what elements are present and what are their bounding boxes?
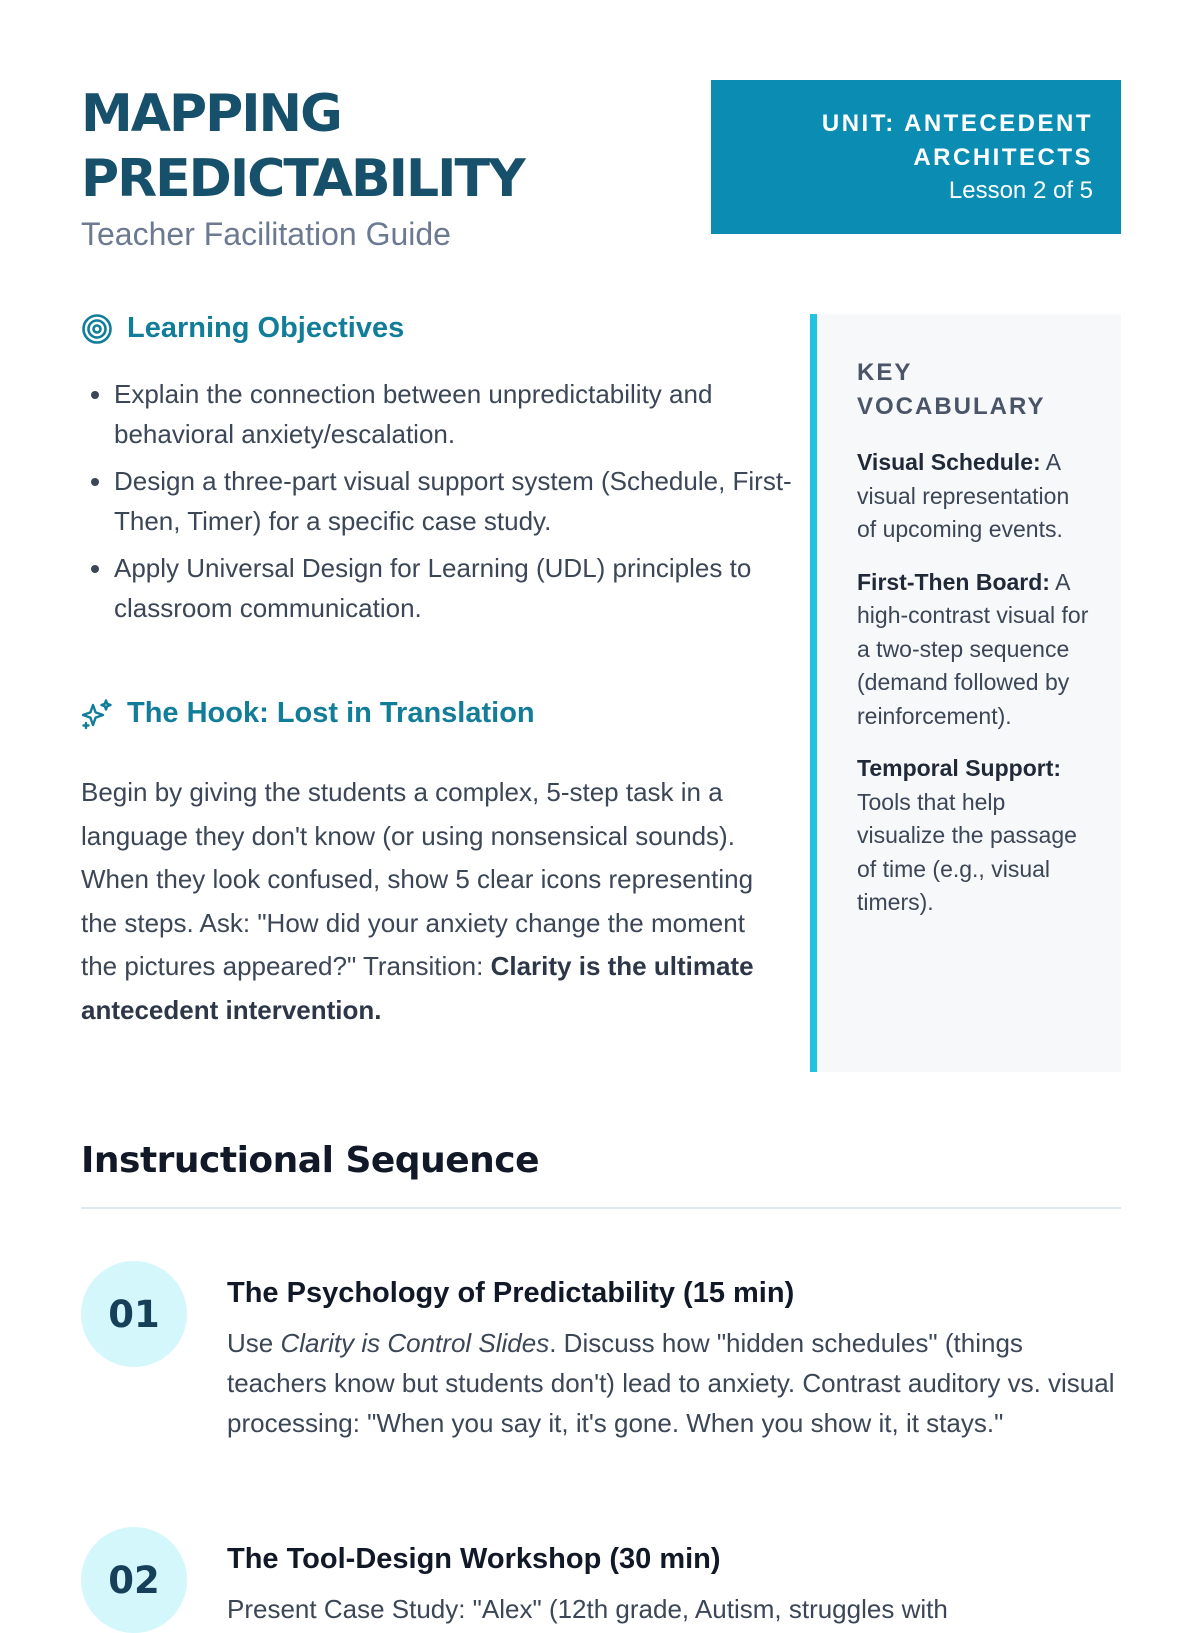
list-item: • Apply Universal Design for Learning (UDL) principles to classroom communication.	[114, 548, 794, 628]
step-title: The Tool-Design Workshop (30 min)	[227, 1543, 721, 1575]
sequence-title: Instructional Sequence	[81, 1140, 540, 1181]
title-line-1: MAPPING	[81, 84, 341, 144]
unit-label: UNIT: ANTECEDENT ARCHITECTS	[821, 110, 1093, 171]
vocabulary-item	[857, 566, 1091, 734]
guide-page	[81, 0, 1121, 1624]
list-item: • Explain the connection between unpredictability and behavioral anxiety/escalation.	[114, 374, 794, 454]
hook-paragraph	[81, 771, 771, 1032]
hook-emphasis: Clarity is the ultimate antecedent intervention.	[81, 951, 754, 1025]
title-line-2: PREDICTABILITY	[81, 149, 524, 209]
hook-heading	[81, 697, 535, 730]
step-body	[227, 1589, 1117, 1629]
step-body-text: Use	[227, 1328, 281, 1358]
document-title	[81, 82, 701, 212]
section-divider	[81, 1207, 1121, 1209]
document-subtitle: Teacher Facilitation Guide	[81, 216, 451, 252]
vocabulary-term: First-Then Board:	[857, 568, 1050, 595]
hook-heading-text: The Hook: Lost in Translation	[127, 697, 535, 729]
vocabulary-term: Temporal Support:	[857, 755, 1062, 781]
vocabulary-definition: A high-contrast visual for a two-step sequence (demand followed by reinforcement).	[857, 568, 1089, 729]
step-number-badge: 01	[81, 1261, 187, 1367]
unit-badge	[711, 80, 1121, 234]
hook-body: Begin by giving the students a complex, 5-step task in a language they don't know (or using nonsensical sounds). When they look confused, show 5 clear icons representing the steps. Ask: "How did your anxiety change the moment the pictures appeared?" Transition:	[81, 777, 754, 981]
step-title: The Psychology of Predictability (15 min)	[227, 1277, 795, 1309]
objectives-list	[81, 374, 794, 635]
list-item: • Design a three-part visual support system (Schedule, First-Then, Timer) for a specific case study.	[114, 461, 794, 541]
objectives-heading-text: Learning Objectives	[127, 312, 405, 344]
vocabulary-definition: Tools that help visualize the passage of time (e.g., visual timers).	[857, 788, 1077, 915]
objectives-heading	[81, 312, 404, 345]
vocabulary-definition: A visual representation of upcoming events.	[857, 449, 1070, 542]
step-body-text: Present Case Study: "Alex" (12th grade, Autism, struggles with	[227, 1594, 948, 1624]
step-number-badge: 02	[81, 1527, 187, 1633]
vocabulary-title: KEY VOCABULARY	[857, 359, 1046, 420]
step-body-emphasis: Clarity is Control Slides	[280, 1328, 550, 1358]
sparkles-icon	[81, 698, 113, 730]
lesson-counter: Lesson 2 of 5	[948, 177, 1093, 204]
step-body	[227, 1323, 1117, 1443]
vocabulary-sidebar	[810, 314, 1121, 1072]
target-icon	[81, 313, 113, 345]
vocabulary-term: Visual Schedule:	[857, 449, 1041, 475]
vocabulary-item	[857, 446, 1091, 547]
step-body-text: . Discuss how "hidden schedules" (things teachers know but students don't) lead to anxiety. Contrast auditory vs. visual processing: "When you say it, it's gone. When you show it, it stays."	[227, 1328, 1115, 1438]
vocabulary-item	[857, 752, 1091, 920]
